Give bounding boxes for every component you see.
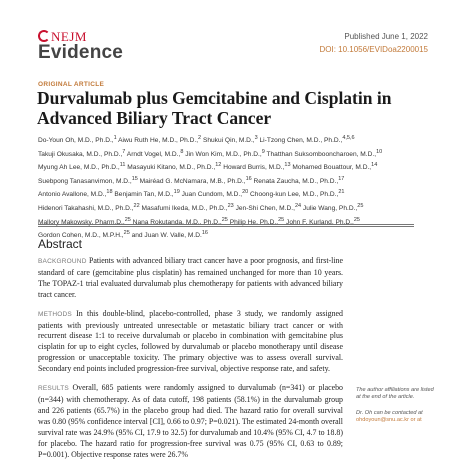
methods-label: METHODS [38,310,72,318]
section-divider [38,226,414,227]
contact-note [356,410,438,425]
author-line: Do-Youn Oh, M.D., Ph.D.,$^1$ Aiwu Ruth He, M.D., Ph.D.,$^2$ Shukui Qin, M.D.,$^3$ Li-Tzong Chen, M.D., Ph.D.,$^{4,5,6}$ [38,135,355,145]
logo-swoosh-icon [38,30,50,42]
journal-logo [38,30,148,63]
background-text: Patients with advanced biliary tract cancer have a poor prognosis, and first-line standard of care (gemcitabine plus cisplatin) has remained unchanged for more than 10 years. The TOPAZ-1 trial evaluated durvalumab plus chemotherapy for patients with advanced biliary tract cancer. [38,256,343,299]
affiliations-note: The author affiliations are listed at the end of the article. [356,387,434,401]
author-line: Myung Ah Lee, M.D., Ph.D.,$^{11}$ Masayuki Kitano, M.D., Ph.D.,$^{12}$ Howard Burris, M.D.,$^{13}$ Mohamed Bouattour, M.D.,$^{14}$ [38,162,378,172]
author-line: Hidenori Takahashi, M.D., Ph.D.,$^{22}$ Masafumi Ikeda, M.D., Ph.D.,$^{23}$ Jen-Shi Chen, M.D.,$^{24}$ Julie Wang, Ph.D.,$^{25}$ [38,202,364,213]
doi-link[interactable]: DOI: 10.1056/EVIDoa2200015 [319,45,428,54]
background-label: BACKGROUND [38,258,87,265]
contact-email-link[interactable]: ohdoyoun@snu.ac.kr or at [356,417,422,424]
sidebar-notes [356,387,438,433]
results-text: Overall, 685 patients were randomly assigned to durvalumab (n=341) or placebo (n=344) with chemotherapy. As of data cutoff, 198 patients (58.1%) in the durvalumab group and 226 patients (65.7%) in the placebo group had died. The hazard ratio for overall survival was 0.80 (95% confidence interval [CI], 0.66 to 0.97; P=0.021). The estimated 24-month overall survival rate was 24.9% (95% CI, 17.9 to 32.5) for durvalumab and 10.4% (95% CI, 4.7 to 18.8) for placebo. The hazard ratio for progression-free survival was 0.75 (95% CI, 0.63 to 0.89; P=0.001). Objective response rates were 26.7% [38,383,343,459]
methods-text: In this double-blind, placebo-controlled, phase 3 study, we randomly assigned patients with previously untreated unresectable or metastatic biliary tract cancer or with recurrent disease 1:1 to receive durvalumab or placebo in combination with gemcitabine plus cisplatin for up to eight cycles, followed by durvalumab or placebo monotherapy until disease progression or unacceptable toxicity. The primary objective was to assess overall survival. Secondary end points included progression-free survival, objective response rate, and safety. [38,308,343,374]
abstract-results [38,383,343,460]
abstract-methods [38,309,343,375]
contact-text: Dr. Oh can be contacted at [356,409,423,416]
author-line: Antonio Avallone, M.D.,$^{18}$ Benjamin Tan, M.D.,$^{19}$ Juan Cundom, M.D.,$^{20}$ Choong-kun Lee, M.D., Ph.D.,$^{21}$ [38,189,345,199]
logo-evidence-text: Evidence [38,42,124,63]
abstract-body [38,256,343,468]
article-type-label: ORIGINAL ARTICLE [38,81,105,88]
abstract-heading: Abstract [38,237,83,251]
author-line: Takuji Okusaka, M.D., Ph.D.,$^7$ Arndt Vogel, M.D.,$^8$ Jin Won Kim, M.D., Ph.D.,$^9$ Thatthan Suksombooncharoen, M.D.,$^{10}$ [38,148,383,158]
author-line: Suebpong Tanasanvimon, M.D.,$^{15}$ Mairéad G. McNamara, M.B., Ph.D.,$^{16}$ Renata Zaucha, M.D., Ph.D.,$^{17}$ [38,175,345,185]
abstract-background [38,256,343,301]
results-label: RESULTS [38,385,69,393]
author-line: Gordon Cohen, M.D., M.P.H.,$^{25}$ and Juan W. Valle, M.D.$^{16}$ [38,230,208,240]
publication-info [319,31,428,57]
author-line: Mallory Makowsky, Pharm.D.,$^{25}$ Nana Rokutanda, M.D., Ph.D.,$^{25}$ Philip He, Ph.D.,$^{25}$ John F. Kurland, Ph.D.,$^{25}$ [38,216,360,226]
article-title: Durvalumab plus Gemcitabine and Cisplatin in Advanced Biliary Tract Cancer [37,88,392,128]
section-divider [38,224,414,225]
publication-date: Published June 1, 2022 [344,32,428,41]
logo-nejm-text: NEJM [51,29,87,44]
